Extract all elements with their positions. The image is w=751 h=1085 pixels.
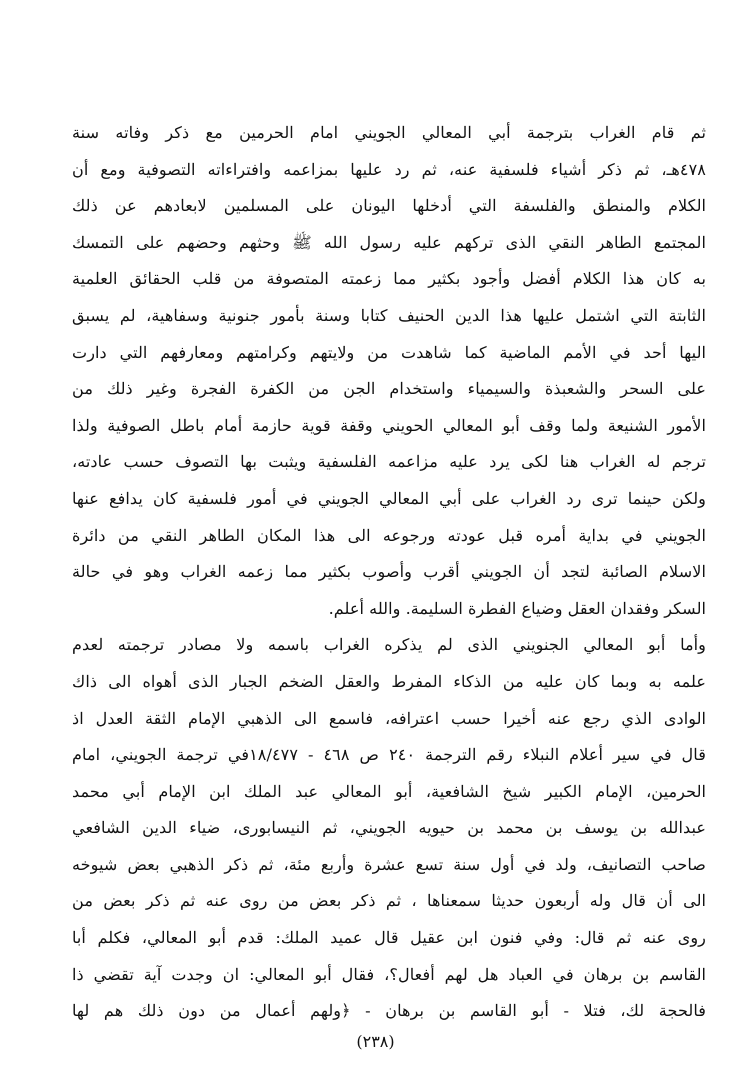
text-line: وأما أبو المعالي الجنويني الذى لم يذكره الغراب باسمه ولا مصادر ترجمته لعدم <box>72 635 706 655</box>
text-line: الجويني في بداية أمره قبل عودته ورجوعه الى هذا المكان الطاهر النقي من دائرة <box>72 525 706 545</box>
text-line: الى أن قال وله أربعون حديثا سمعناها ، ثم ذكر بعض من روى عنه ثم ذكر بعض من <box>72 891 706 911</box>
text-line: ثم قام الغراب بترجمة أبي المعالي الجويني امام الحرمين مع ذكر وفاته سنة <box>72 123 706 142</box>
text-line: القاسم بن برهان في العباد هل لهم أفعال؟، فقال أبو المعالي: ان وجدت آية تقضي ذا <box>72 964 706 984</box>
text-line: ولكن حينما ترى رد الغراب على أبي المعالي الجويني في أمور فلسفية كان يدافع عنها <box>72 488 706 508</box>
text-line: عبدالله بن يوسف بن محمد بن حيويه الجويني، ثم النيسابورى، ضياء الدين الشافعي <box>72 818 706 838</box>
text-line: المجتمع الطاهر النقي الذى تركهم عليه رسول الله ﷺ وحثهم وحضهم على التمسك <box>72 232 706 252</box>
text-line: علمه به وبما كان عليه من الذكاء المفرط والعقل الضخم الجبار الذى أهواه الى ذاك <box>72 671 706 691</box>
text-line: صاحب التصانيف، ولد في أول سنة تسع عشرة وأربع مئة، ثم ذكر الذهبي بعض شيوخه <box>72 854 706 874</box>
text-line: الثابتة التي اشتمل عليها هذا الدين الحنيف كتابا وسنة بأمور جنونية وسفاهية، لم يسبق <box>72 305 706 325</box>
text-line: فالحجة لك، فتلا - أبو القاسم بن برهان - ﴿ولهم أعمال من دون ذلك هم لها <box>72 1001 706 1021</box>
text-line: السكر وفقدان العقل وضياع الفطرة السليمة. والله أعلم. <box>328 598 706 618</box>
text-line: الوادى الذي رجع عنه أخيرا حسب اعترافه، فاسمع الى الذهبي الإمام الثقة العدل اذ <box>72 708 706 728</box>
text-line: به كان هذا الكلام أفضل وأجود بكثير مما زعمته المتصوفة من قلب الحقائق العلمية <box>72 269 706 289</box>
paragraph-1 <box>72 115 706 627</box>
text-line: قال في سير أعلام النبلاء رقم الترجمة ٢٤٠ ص ٤٦٨ - ١٨/٤٧٧في ترجمة الجويني، امام <box>72 745 706 765</box>
text-line: الكلام والمنطق والفلسفة التي أدخلها اليونان على المسلمين لابعادهم عن ذلك <box>72 196 706 216</box>
body-text <box>72 115 706 1030</box>
page-number: (٢٣٨) <box>356 1032 395 1051</box>
text-line: الاسلام الصائبة لتجد أن الجويني أقرب وأصوب بكثير مما زعمه الغراب وهو في حالة <box>72 562 706 582</box>
paragraph-2 <box>72 627 706 1030</box>
text-line: الحرمين، الإمام الكبير شيخ الشافعية، أبو المعالي عبد الملك ابن الإمام أبي محمد <box>72 781 706 801</box>
text-line: روى عنه ثم قال: وفي فنون ابن عقيل قال عميد الملك: قدم أبو المعالي، فكلم أبا <box>72 928 706 948</box>
text-line: اليها أحد في الأمم الماضية كما شاهدت من ولايتهم وكرامتهم ومعارفهم التي دارت <box>72 342 706 362</box>
text-line: على السحر والشعبذة والسيمياء واستخدام الجن من الكفرة الفجرة وغير ذلك من <box>72 379 706 399</box>
text-line: ٤٧٨هـ، ثم ذكر أشياء فلسفية عنه، ثم رد عليها بمزاعمه وافتراءاته التصوفية ومع أن <box>72 159 706 179</box>
text-line: الأمور الشنيعة ولما وقف أبو المعالي الحويني وقفة قوية حازمة أمام باطل الصوفية ولذا <box>72 415 706 435</box>
text-line: ترجم له الغراب هنا لكى يرد عليه مزاعمه الفلسفية ويثبت بها التصوف حسب عادته، <box>72 452 706 472</box>
